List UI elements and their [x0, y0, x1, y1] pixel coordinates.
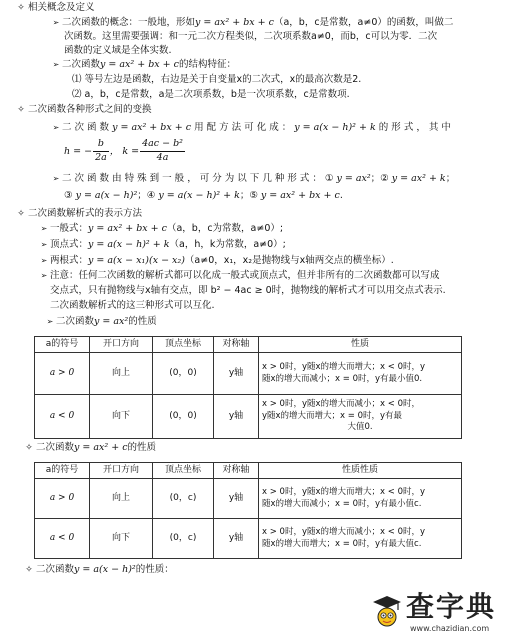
table-row: a < 0 向下 (0，0) y轴 x > 0时，y随x的增大而减小；x < 0时， y随x的增大而增大；x = 0时，y有最 大值0.: [35, 395, 462, 439]
diamond-bullet-icon: ✧: [25, 565, 33, 575]
section-heading-concepts: ✧ 相关概念及定义: [14, 2, 95, 15]
arrow-bullet-icon: ➢: [52, 174, 60, 183]
structure-item-1: ⑴ 等号左边是函数，右边是关于自变量x的二次式，x的最高次数是2.: [72, 74, 362, 85]
form-two-roots: ➢ 两根式：y = a(x − x₁)(x − x₂)（a≠0，x₁，x₂是抛物线与x轴两交点的横坐标）.: [38, 255, 394, 268]
concept-line-1: ➢ 二次函数的概念：一般地，形如y = ax² + bx + c（a，b，c是常数，a≠0）的函数，叫做二: [50, 17, 453, 30]
graduate-mascot-icon: [372, 594, 402, 630]
structure-line: ➢ 二次函数y = ax² + bx + c的结构特征：: [50, 59, 236, 72]
chazidian-logo: 查字典 www.chazidian.com: [370, 586, 508, 638]
arrow-bullet-icon: ➢: [40, 256, 48, 265]
diamond-bullet-icon: ✧: [17, 105, 25, 115]
diamond-bullet-icon: ✧: [25, 443, 33, 453]
concept-line-2: 次函数。这里需要强调：和一元二次方程类似，二次项系数a≠0，而b，c可以为零．二次: [64, 31, 438, 42]
form-general: ➢ 一般式：y = ax² + bx + c（a，b，c为常数，a≠0）;: [38, 223, 283, 236]
table-row: a > 0 向上 (0，c) y轴 x > 0时，y随x的增大而增大；x < 0时，y 随x的增大而减小；x = 0时，y有最小值c.: [35, 479, 462, 519]
section-heading-expressions: ✧ 二次函数解析式的表示方法: [14, 208, 142, 221]
table-row: a < 0 向下 (0，c) y轴 x > 0时，y随x的增大而减小；x < 0时，y 随x的增大而增大；x = 0时，y有最大值c.: [35, 519, 462, 559]
section-heading-transform: ✧ 二次函数各种形式之间的变换: [14, 104, 152, 117]
table-header-row: a的符号 开口方向 顶点坐标 对称轴 性质性质: [35, 463, 462, 479]
properties-table-1: [34, 336, 462, 439]
arrow-bullet-icon: ➢: [40, 271, 48, 280]
structure-item-2: ⑵ a，b，c是常数，a是二次项系数，b是一次项系数，c是常数项.: [72, 89, 350, 100]
arrow-bullet-icon: ➢: [40, 224, 48, 233]
section-heading-vertex-shift: ✧ 二次函数y = a(x − h)²的性质：: [22, 564, 174, 577]
forms-line-1: ➢ 二 次 函 数 由 特 殊 到 一 般 ， 可 分 为 以 下 几 种 形 式 ： ① y = ax²；② y = ax² + k；: [50, 173, 455, 186]
diamond-bullet-icon: ✧: [17, 3, 25, 13]
properties-table-2: [34, 462, 462, 559]
forms-line-2: ③ y = a(x − h)²；④ y = a(x − h)² + k；⑤ y = ax² + bx + c.: [64, 190, 343, 201]
table-header-row: a的符号 开口方向 顶点坐标 对称轴 性质: [35, 337, 462, 353]
arrow-bullet-icon: ➢: [52, 18, 60, 27]
arrow-bullet-icon: ➢: [46, 317, 54, 326]
note-line-3: 二次函数解析式的这三种形式可以互化.: [50, 300, 215, 311]
table2-heading: ✧ 二次函数y = ax² + c的性质: [22, 442, 156, 455]
table-row: a > 0 向上 (0，0) y轴 x > 0时，y随x的增大而增大；x < 0时，y 随x的增大而减小；x = 0时，y有最小值0.: [35, 353, 462, 395]
arrow-bullet-icon: ➢: [40, 240, 48, 249]
fraction-h: $\frac{b}{2a}$: [95, 138, 107, 163]
arrow-bullet-icon: ➢: [52, 60, 60, 69]
note-line-2: 交点式，只有抛物线与x轴有交点，即 b² − 4ac ≥ 0时，抛物线的解析式才可以用交点式表示.: [50, 285, 446, 296]
table1-heading: ➢ 二次函数y = ax²的性质: [44, 316, 157, 329]
form-vertex: ➢ 顶点式：y = a(x − h)² + k（a，h，k为常数，a≠0）;: [38, 239, 286, 252]
arrow-bullet-icon: ➢: [52, 123, 60, 132]
diamond-bullet-icon: ✧: [17, 209, 25, 219]
note-line-1: ➢ 注意：任何二次函数的解析式都可以化成一般式或顶点式，但并非所有的二次函数都可以写成: [38, 270, 440, 283]
concept-line-3: 函数的定义域是全体实数.: [64, 45, 172, 56]
hk-formulas: h = − $\frac{b}{2a}$ ， k = $\frac{\text{4ac − b²}}{4a}$: [64, 138, 183, 163]
completing-square-line: ➢ 二 次 函 数 y = ax² + bx + c 用 配 方 法 可 化 成 ： y = a(x − h)² + k 的 形 式 ， 其 中: [50, 122, 451, 135]
fraction-k: $\frac{\text{4ac − b²}}{4a}$: [142, 138, 183, 163]
